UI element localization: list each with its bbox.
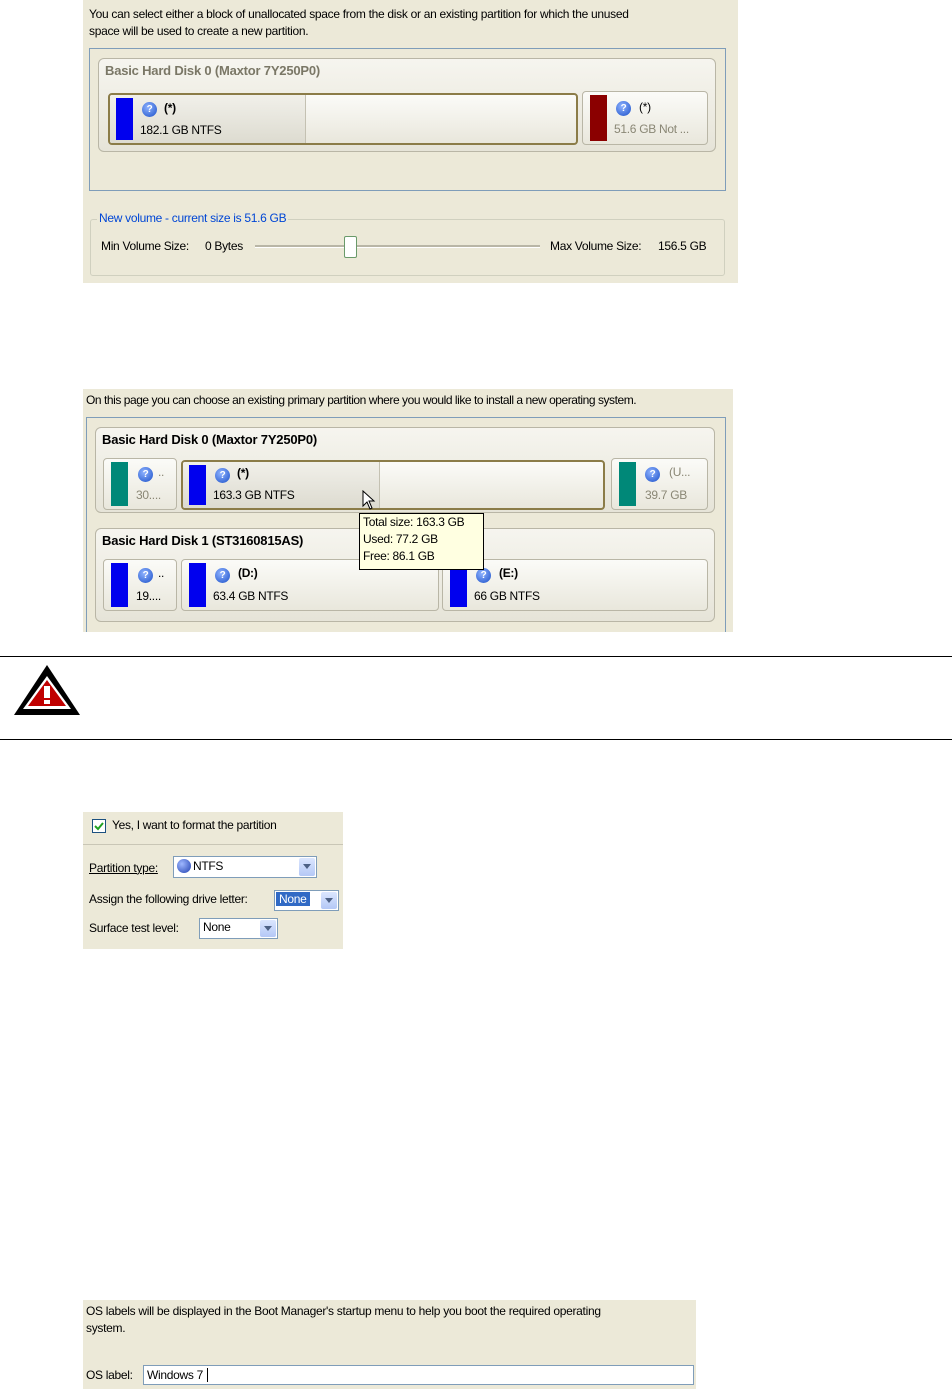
- partition-label: (U...: [669, 465, 691, 479]
- chevron-down-icon[interactable]: [260, 920, 276, 937]
- partition-item[interactable]: [181, 460, 605, 510]
- partition-item[interactable]: [108, 93, 578, 145]
- partition-type-value: NTFS: [193, 859, 224, 873]
- warning-bottom-rule: [0, 739, 952, 740]
- help-icon: ?: [616, 101, 631, 116]
- warning-icon: [11, 662, 83, 718]
- help-icon: ?: [645, 467, 660, 482]
- max-volume-label: Max Volume Size:: [550, 239, 642, 253]
- disk-title: Basic Hard Disk 1 (ST3160815AS): [102, 533, 304, 548]
- os-label-intro-line-2: system.: [86, 1321, 126, 1335]
- surface-test-label: Surface test level:: [89, 921, 179, 935]
- os-label-caption: OS label:: [86, 1368, 133, 1382]
- partition-size: 163.3 GB NTFS: [213, 488, 295, 502]
- partition-label: (D:): [238, 566, 258, 580]
- partition-tooltip: [359, 513, 484, 570]
- new-volume-dialog: [83, 0, 738, 283]
- partition-color-bar: [111, 462, 128, 506]
- mouse-cursor-icon: [362, 490, 376, 510]
- drive-letter-value: None: [276, 892, 310, 906]
- format-partition-label: Yes, I want to format the partition: [112, 818, 277, 832]
- partition-label: (*): [237, 466, 249, 480]
- partition-size: 63.4 GB NTFS: [213, 589, 289, 603]
- help-icon: ?: [138, 467, 153, 482]
- disk-panel[interactable]: [98, 58, 716, 152]
- text-caret: [207, 1368, 208, 1382]
- install-os-dialog: [83, 389, 733, 632]
- partition-item[interactable]: [103, 458, 177, 510]
- partition-label: ..: [158, 465, 165, 479]
- surface-test-value: None: [203, 920, 231, 934]
- os-label-input[interactable]: [143, 1365, 694, 1385]
- partition-size: 182.1 GB NTFS: [140, 123, 222, 137]
- intro-line-1: You can select either a block of unallocated space from the disk or an existing partition for which the unused: [89, 7, 629, 21]
- partition-size: 66 GB NTFS: [474, 589, 540, 603]
- format-options-panel: [83, 812, 343, 949]
- tooltip-free: Free: 86.1 GB: [363, 549, 435, 563]
- help-icon: ?: [142, 102, 157, 117]
- partition-label: (*): [164, 101, 176, 115]
- intro-text: On this page you can choose an existing primary partition where you would like to install a new operating system.: [86, 393, 637, 407]
- min-volume-label: Min Volume Size:: [101, 239, 189, 253]
- intro-line-2: space will be used to create a new partition.: [89, 24, 309, 38]
- tooltip-total-size: Total size: 163.3 GB: [363, 515, 465, 529]
- help-icon: ?: [215, 468, 230, 483]
- os-label-intro-line-1: OS labels will be displayed in the Boot Manager's startup menu to help you boot the required operating: [86, 1304, 601, 1318]
- divider: [83, 844, 343, 845]
- chevron-down-icon[interactable]: [299, 858, 315, 876]
- volume-size-slider-thumb[interactable]: [344, 236, 357, 258]
- ntfs-icon: [177, 859, 191, 873]
- partition-label: (E:): [499, 566, 518, 580]
- partition-type-label: Partition type:: [89, 861, 158, 875]
- disk-panel[interactable]: [95, 427, 715, 513]
- partition-size: 39.7 GB: [645, 488, 687, 502]
- partition-color-bar: [189, 465, 206, 505]
- partition-color-bar: [111, 563, 128, 607]
- partition-size: 30....: [136, 488, 161, 502]
- os-label-value: Windows 7: [147, 1368, 203, 1382]
- min-volume-value: 0 Bytes: [205, 239, 243, 253]
- partition-color-bar: [590, 95, 607, 141]
- help-icon: ?: [138, 568, 153, 583]
- new-volume-legend: New volume - current size is 51.6 GB: [99, 211, 287, 225]
- drive-letter-label: Assign the following drive letter:: [89, 892, 248, 906]
- partition-color-bar: [116, 98, 133, 140]
- chevron-down-icon[interactable]: [321, 892, 337, 909]
- help-icon: ?: [476, 568, 491, 583]
- partition-color-bar: [189, 563, 206, 607]
- drive-letter-select[interactable]: [274, 890, 339, 911]
- format-partition-checkbox[interactable]: [92, 819, 106, 833]
- help-icon: ?: [215, 568, 230, 583]
- partition-item[interactable]: [103, 559, 177, 611]
- partition-item[interactable]: [611, 458, 708, 510]
- warning-top-rule: [0, 656, 952, 657]
- max-volume-value: 156.5 GB: [658, 239, 707, 253]
- partition-color-bar: [619, 462, 636, 506]
- os-label-panel: [83, 1300, 696, 1389]
- partition-size: 51.6 GB Not ...: [614, 122, 689, 136]
- disk-title: Basic Hard Disk 0 (Maxtor 7Y250P0): [105, 63, 321, 78]
- partition-item[interactable]: [582, 91, 708, 145]
- volume-size-slider-track[interactable]: [255, 245, 540, 248]
- surface-test-select[interactable]: [199, 918, 278, 939]
- checkmark-icon: [93, 820, 105, 832]
- tooltip-used: Used: 77.2 GB: [363, 532, 438, 546]
- partition-size: 19....: [136, 589, 161, 603]
- partition-type-select[interactable]: [173, 856, 317, 878]
- disk-title: Basic Hard Disk 0 (Maxtor 7Y250P0): [102, 432, 318, 447]
- partition-label: (*): [639, 100, 651, 114]
- partition-label: ..: [158, 566, 165, 580]
